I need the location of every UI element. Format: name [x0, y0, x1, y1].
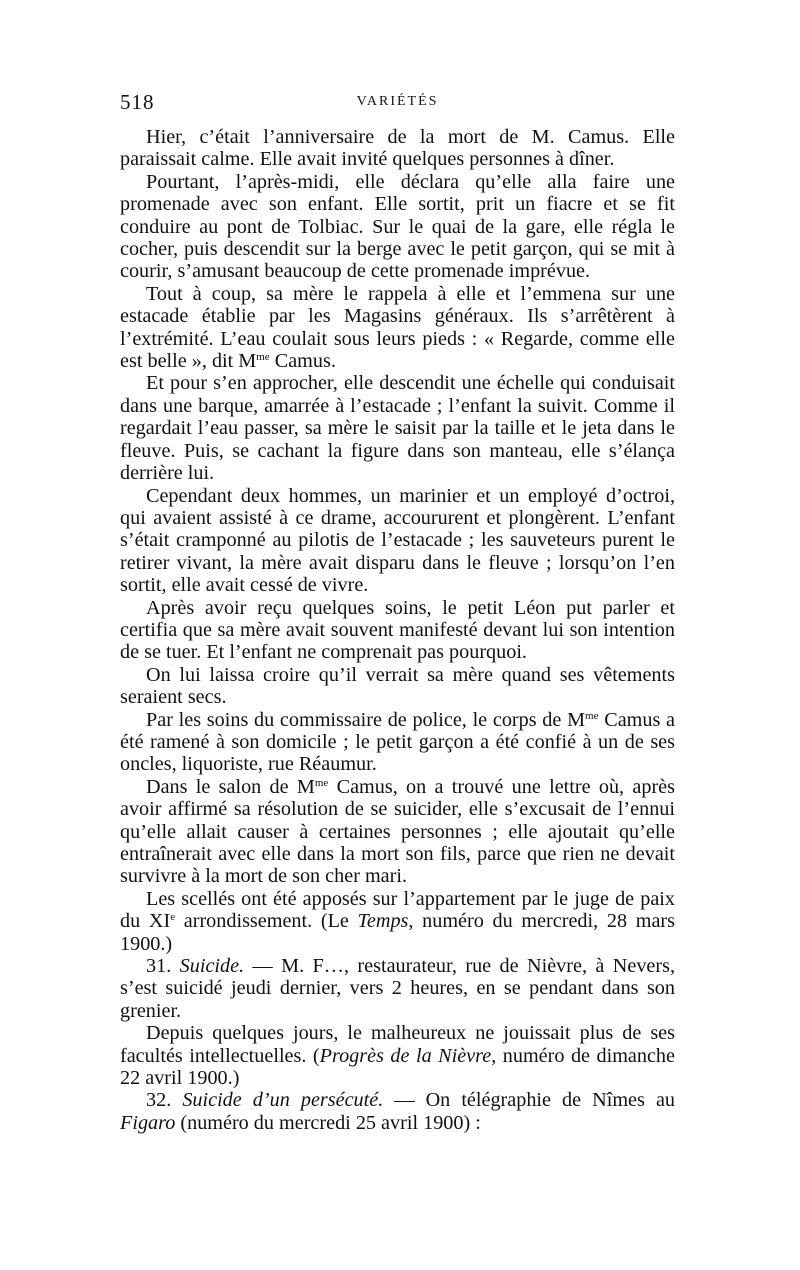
paragraph-text: — On télégraphie de Nîmes au: [383, 1089, 675, 1112]
page-number: 518: [120, 90, 155, 114]
source-title: Progrès de la Nièvre: [319, 1044, 492, 1067]
paragraph-lettre: [120, 776, 675, 888]
paragraph-text: — M. F…, restaurateur, rue de Nièvre, à Nevers, s’est suicidé jeudi dernier, vers 2 heures, en se pendant dans son grenier.: [120, 955, 675, 1022]
source-title: Temps: [357, 910, 409, 933]
paragraph-scelles: [120, 888, 675, 955]
paragraph-text: Camus.: [269, 350, 336, 373]
case-title: Suicide.: [179, 955, 245, 978]
case-number: 32.: [146, 1089, 183, 1112]
paragraph-text: Cependant deux hommes, un marinier et un employé d’octroi, qui avaient assisté à ce drame, accoururent et plongèrent. L’enfant s’était cramponné au pilotis de l’estacade ; les sauveteurs purent le retirer vivant, la mère avait disparu dans le fleuve ; lorsqu’on l’en sortit, elle avait cessé de vivre.: [120, 484, 675, 597]
paragraph-text: Après avoir reçu quelques soins, le petit Léon put parler et certifia que sa mère avait souvent manifesté devant lui son intention de se tuer. Et l’enfant ne comprenait pas pourquoi.: [120, 596, 675, 664]
body-text: [120, 126, 675, 1134]
paragraph-text: arrondissement. (Le: [175, 910, 358, 933]
paragraph-text: Dans le salon de M: [146, 775, 315, 798]
source-title: Figaro: [120, 1111, 176, 1134]
paragraph-text: Tout à coup, sa mère le rappela à elle et l’emmena sur une estacade établie par les Magasins généraux. Ils s’arrêtèrent à l’extrémité. L’eau coulait sous leurs pieds : « Regarde, comme elle est belle », dit M: [120, 282, 675, 373]
paragraph-case-31: [120, 955, 675, 1022]
paragraph-commissaire: [120, 709, 675, 776]
case-title: Suicide d’un persécuté.: [182, 1089, 384, 1112]
paragraph-soins: [120, 597, 675, 664]
superscript: me: [585, 709, 599, 722]
paragraph-text: , numéro de dimanche 22 avril 1900.): [120, 1044, 675, 1090]
paragraph-text: , numéro du mercredi, 28 mars 1900.): [120, 910, 675, 955]
case-number: 31.: [146, 955, 180, 978]
paragraph-barque: [120, 372, 675, 484]
paragraph-promenade: [120, 171, 675, 283]
paragraph-text: Depuis quelques jours, le malheureux ne jouissait plus de ses facultés intellectuelles. (: [120, 1022, 675, 1067]
page-header: [120, 90, 675, 120]
paragraph-anniversary: [120, 126, 675, 171]
paragraph-text: Et pour s’en approcher, elle descendit une échelle qui conduisait dans une barque, amarrée à l’estacade ; l’enfant la suivit. Comme il regardait l’eau passer, sa mère le saisit par la taille et le jeta dans le fleuve. Puis, se cachant la figure dans son manteau, elle s’élança derrière lui.: [120, 372, 675, 485]
paragraph-text: On lui laissa croire qu’il verrait sa mère quand ses vêtements seraient secs.: [120, 663, 675, 709]
paragraph-text: Camus a été ramené à son domicile ; le petit garçon a été confié à un de ses oncles, liquoriste, rue Réaumur.: [120, 708, 675, 776]
paragraph-text: Les scellés ont été apposés sur l’appartement par le juge de paix du XI: [120, 887, 675, 933]
paragraph-sauveteurs: [120, 485, 675, 597]
paragraph-text: Hier, c’était l’anniversaire de la mort de M. Camus. Elle paraissait calme. Elle avait invité quelques personnes à dîner.: [120, 126, 675, 171]
paragraph-text: Pourtant, l’après-midi, elle déclara qu’elle alla faire une promenade avec son enfant. Elle sortit, prit un fiacre et se fit conduire au pont de Tolbiac. Sur le quai de la gare, elle régla le cocher, puis descendit sur la berge avec le petit garçon, qui se mit à courir, s’amusant beaucoup de cette promenade imprévue.: [120, 170, 675, 283]
paragraph-estacade: [120, 283, 675, 373]
paragraph-text: Par les soins du commissaire de police, le corps de M: [146, 708, 586, 731]
paragraph-vetements: [120, 664, 675, 709]
paragraph-case-32: [120, 1089, 675, 1134]
superscript: me: [256, 351, 270, 364]
paragraph-text: Camus, on a trouvé une lettre où, après avoir affirmé sa résolution de se suicider, elle s’excusait de l’ennui qu’elle allait causer à certaines personnes ; elle ajoutait qu’elle entraînerait avec elle dans la mort son fils, parce que rien ne devait survivre à la mort de son cher mari.: [120, 775, 675, 888]
superscript: e: [170, 911, 176, 924]
superscript: me: [314, 776, 329, 789]
paragraph-text: (numéro du mercredi 25 avril 1900) :: [175, 1111, 481, 1134]
running-title: VARIÉTÉS: [356, 94, 439, 109]
paragraph-facultes: [120, 1022, 675, 1089]
